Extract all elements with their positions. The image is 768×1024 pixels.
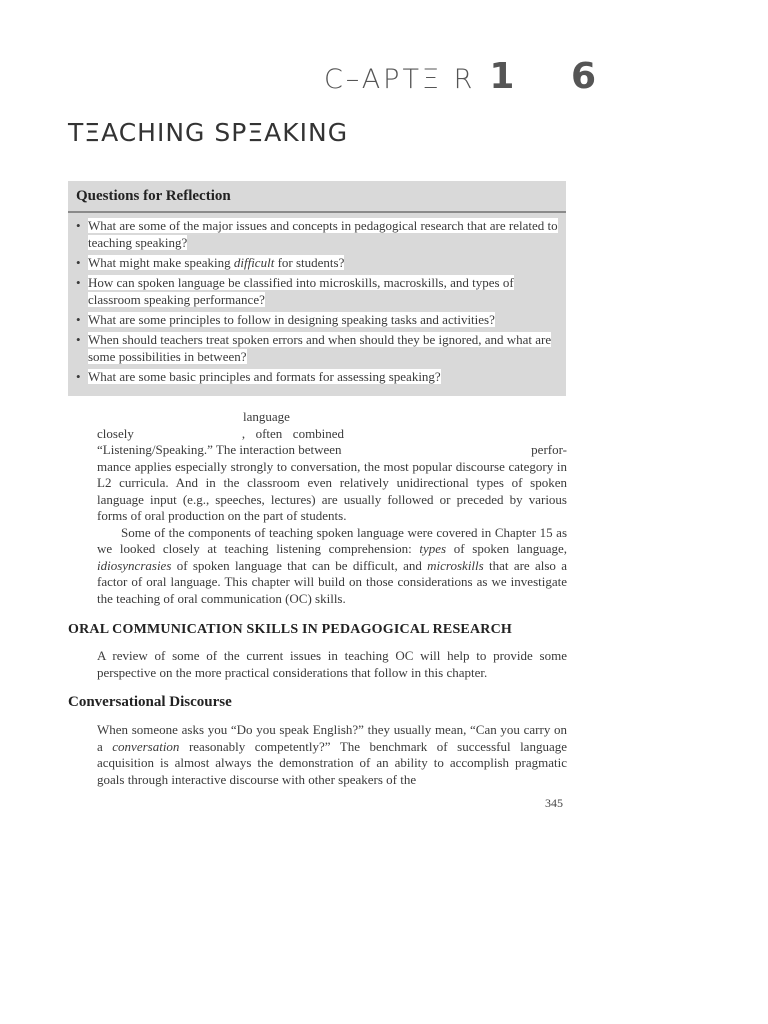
text-line	[97, 442, 567, 459]
text-line	[97, 426, 567, 443]
intro-paragraph-2	[97, 525, 567, 608]
text-run: Some of the components of teaching spoken language were covered in Chapter 15 as we looked closely at teaching listening comprehension:	[97, 524, 567, 556]
bullet: •	[76, 312, 81, 327]
text-run: for students?	[274, 255, 345, 270]
reflection-box	[68, 181, 566, 396]
bullet: •	[76, 255, 81, 270]
emphasis: idiosyncrasies	[97, 557, 172, 573]
reflection-text: What are some basic principles and formats for assessing speaking?	[88, 369, 441, 384]
text-run: When someone asks you “Do you speak English?” they usually mean, “Can you carry on a	[97, 722, 567, 754]
text-run: combined	[292, 425, 345, 441]
chapter-label: C–APTΞ R	[323, 64, 476, 95]
emphasis: microskills	[427, 557, 484, 573]
text-run: reasonably competently?” The benchmark of successful language acquisition is almost always the demonstration of an ability to accomplish pragmatic goals through interactive discourse with other speakers of the	[97, 738, 567, 787]
section-heading: ORAL COMMUNICATION SKILLS IN PEDAGOGICAL RESEARCH	[68, 622, 512, 637]
reflection-item	[76, 311, 558, 328]
chapter-number: 1 6	[489, 56, 618, 97]
intro-paragraph-1	[97, 409, 567, 525]
reflection-list	[68, 213, 566, 385]
bullet: •	[76, 332, 81, 347]
emphasis: difficult	[233, 255, 275, 270]
page-number: 345	[545, 796, 563, 810]
reflection-text: When should teachers treat spoken errors and when should they be ignored, and what are some possibilities in between?	[88, 332, 552, 364]
text-run: perfor-	[531, 442, 567, 457]
text-run: that are also a factor of oral language. This chapter will build on those considerations as we investigate the teaching of oral communication (OC) skills.	[97, 557, 567, 606]
reflection-item	[76, 274, 558, 308]
reflection-heading: Questions for Reflection	[68, 181, 566, 213]
reflection-text: What are some principles to follow in designing speaking tasks and activities?	[88, 312, 495, 327]
reflection-item	[76, 368, 558, 385]
reflection-text: How can spoken language be classified into microskills, macroskills, and types of classroom speaking performance?	[88, 275, 514, 307]
text-run: “Listening/Speaking.” The interaction between	[97, 442, 342, 457]
text-run: ,	[241, 425, 246, 441]
reflection-item	[76, 217, 558, 251]
bullet: •	[76, 369, 81, 384]
reflection-item	[76, 331, 558, 365]
text-run: of spoken language,	[446, 541, 567, 556]
emphasis: conversation	[112, 738, 180, 754]
reflection-item	[76, 254, 558, 271]
intro-text	[97, 409, 567, 607]
bullet: •	[76, 275, 81, 290]
section-paragraph: A review of some of the current issues in teaching OC will help to provide some perspective on the more practical considerations that follow in this chapter.	[97, 648, 567, 680]
emphasis: types	[419, 541, 447, 556]
text-run: closely	[97, 425, 134, 441]
reflection-text: What are some of the major issues and concepts in pedagogical research that are related to teaching speaking?	[88, 218, 558, 250]
text-run: of spoken language that can be difficult, and	[171, 557, 428, 573]
text-run: What might make speaking	[88, 255, 234, 270]
text-run: language	[243, 409, 290, 424]
subsection-heading: Conversational Discourse	[68, 694, 232, 710]
reflection-text	[88, 255, 344, 270]
body-paragraph	[97, 722, 567, 788]
chapter-heading	[324, 56, 618, 97]
chapter-title: TΞACHING SPΞAKING	[68, 118, 349, 147]
text-run: mance applies especially strongly to conversation, the most popular discourse category in L2 curricula. And in the classroom even relatively unidirectional types of spoken language input (e.g., speeches, lectures) are usually followed or preceded by various forms of oral production on the part of students.	[97, 458, 567, 523]
text-run: often	[255, 425, 283, 441]
bullet: •	[76, 218, 81, 233]
